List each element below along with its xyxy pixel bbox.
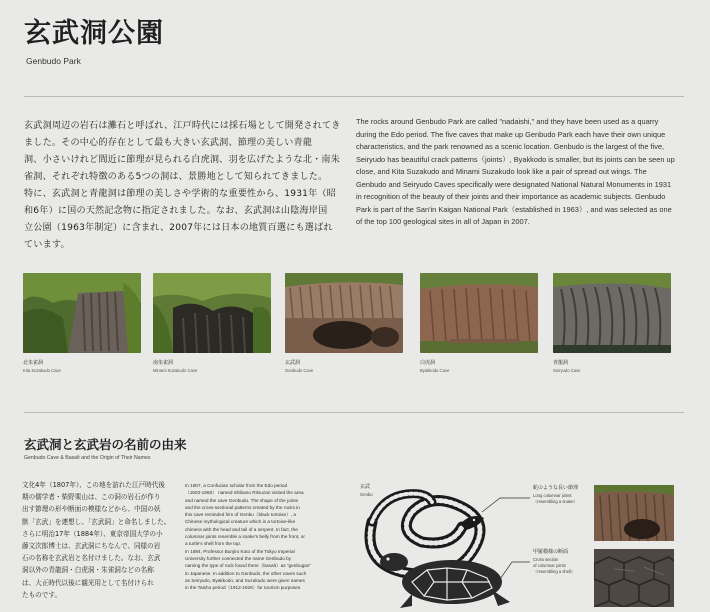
intro-text-en: The rocks around Genbudo Park are called "nadaishi," and they have been used as a quarry during the Edo period. The five caves that make up Genbudo Park each have their own unique characteristics, and the park renowned as a scenic location. Genbudo is the largest of the five, Seiryudo has beautiful crack patterns（joints）, Byakkodo is smaller, but its joints can be seen up close, and Kita Suzakudo and Minami Suzakudo look like a pair of spread out wings. The Genbudo and Seiryudo Caves specifically were designated National Natural Monuments in 1931 in recognition of the beauty of their joints and their importance as academic subjects. Genbudo Park is part of the San'in Kaigan National Park（established in 1963）, and was selected as one of the top 100 geological sites in all of Japan in 2007. [356, 117, 675, 226]
history-text-jp: 文化4年（1807年）、この地を訪れた江戸時代後 期の儒学者・柴野栗山は、この洞の岩石が作り 出す節理の形や断面の模様などから、中国の妖 獣「玄武」を連想し、「玄武洞」と命名しました。 さらに明治17年（1884年）、東京帝国大学の小 藤文次郎博士は、玄武洞にちなんで、同様の岩 石の名称を玄武岩と名付けました。なお、玄武 洞以外の青龍洞・白虎洞・朱雀洞などの名称 は、大正時代以後に観光用として名付けられ たものです。 [22, 481, 171, 599]
snake-joints-label-jp: 蛇のような長い節理 [533, 485, 579, 491]
cave-photo-minami-suzakudo [153, 273, 271, 353]
creature-label-en: Genbu [360, 492, 373, 497]
genbu-illustration [352, 482, 532, 612]
cave-name-en: Genbudo Cave [285, 368, 314, 373]
cave-card-kita-suzakudo [23, 273, 141, 374]
section-subtitle: Genbudo Cave & Basalt and the Origin of Their Names [24, 455, 151, 461]
cave-name-jp: 青龍洞 [553, 360, 569, 366]
shell-cross-section-photo [594, 549, 674, 607]
history-text-en: In 1807, a Confucian scholar from the Edo period （1603-1868） named Shibano Ritsuzan visited the area and named the cave Genbudo. The shape of the joints and the cross-sectional patterns created by the rocks in this cave reminded him of Genbu（black tortoise）, a Chinese mythological creature which is a tortoise-like chimera with the head and tail of a serpent. In fact, the columnar joints resemble a snake's belly from the front, or a turtle's shell from the top. In 1884, Professor Bunjiro Koto of the Tokyo Imperial University further connected the name Genbudo by naming the type of rock found there（basalt）as "genbugan" in Japanese. In addition to Genbudo, the other caves such as Seiryudo, Byakkodo, and Suzakudo were given names in the Taisho period（1912-1926）for tourism purposes. [185, 483, 312, 591]
cave-name-jp: 北朱雀洞 [23, 360, 44, 366]
cave-card-genbudo [285, 273, 403, 374]
shell-section-label-en: Cross section of columnar joints （resembling a shell） [533, 557, 576, 574]
cave-name-jp: 白虎洞 [420, 360, 436, 366]
page-title: 玄武洞公園 [24, 18, 164, 49]
section-title: 玄武洞と玄武岩の名前の由来 [24, 437, 187, 452]
middle-divider [24, 412, 684, 413]
cave-name-jp: 玄武洞 [285, 360, 301, 366]
creature-label-jp: 玄武 [360, 484, 371, 490]
cave-photo-kita-suzakudo [23, 273, 141, 353]
columnar-joints-photo [594, 485, 674, 541]
cave-card-minami-suzakudo [153, 273, 271, 374]
page-subtitle: Genbudo Park [26, 56, 81, 66]
cave-name-en: Minami Suzakudo Cave [153, 368, 198, 373]
snake-joints-label-en: Long columnar joints （resembling a snake） [533, 493, 578, 504]
top-divider [24, 96, 684, 97]
cave-photo-genbudo [285, 273, 403, 353]
cave-name-jp: 南朱雀洞 [153, 360, 174, 366]
cave-card-byakkodo [420, 273, 538, 374]
cave-name-en: Byakkodo Cave [420, 368, 450, 373]
shell-section-label-jp: 甲羅模様の断面 [533, 549, 569, 555]
intro-text-jp: 玄武洞周辺の岩石は灘石と呼ばれ、江戸時代には採石場として開発されてきました。その中心的存在として最も大きい玄武洞、節理の美しい青龍 洞、小さいけれど間近に節理が見られる白虎洞、羽を広げたような北・南朱 雀洞、それぞれ特徴のある5つの洞は、景勝地として知られてきました。 特に、玄武洞と青龍洞は節理の美しさや学術的な重要性から、1931年（昭 和6年）に国の天然記念物に指定されました。なお、玄武洞は山陰海岸国 立公園（1963年制定）に含まれ、2007年には日本の地質百選にも選ばれ ています。 [24, 121, 341, 250]
cave-photo-byakkodo [420, 273, 538, 353]
cave-name-en: Kita Suzakudo Cave [23, 368, 61, 373]
cave-card-seiryudo [553, 273, 671, 374]
cave-name-en: Seiryudo Cave [553, 368, 581, 373]
cave-photo-seiryudo [553, 273, 671, 353]
